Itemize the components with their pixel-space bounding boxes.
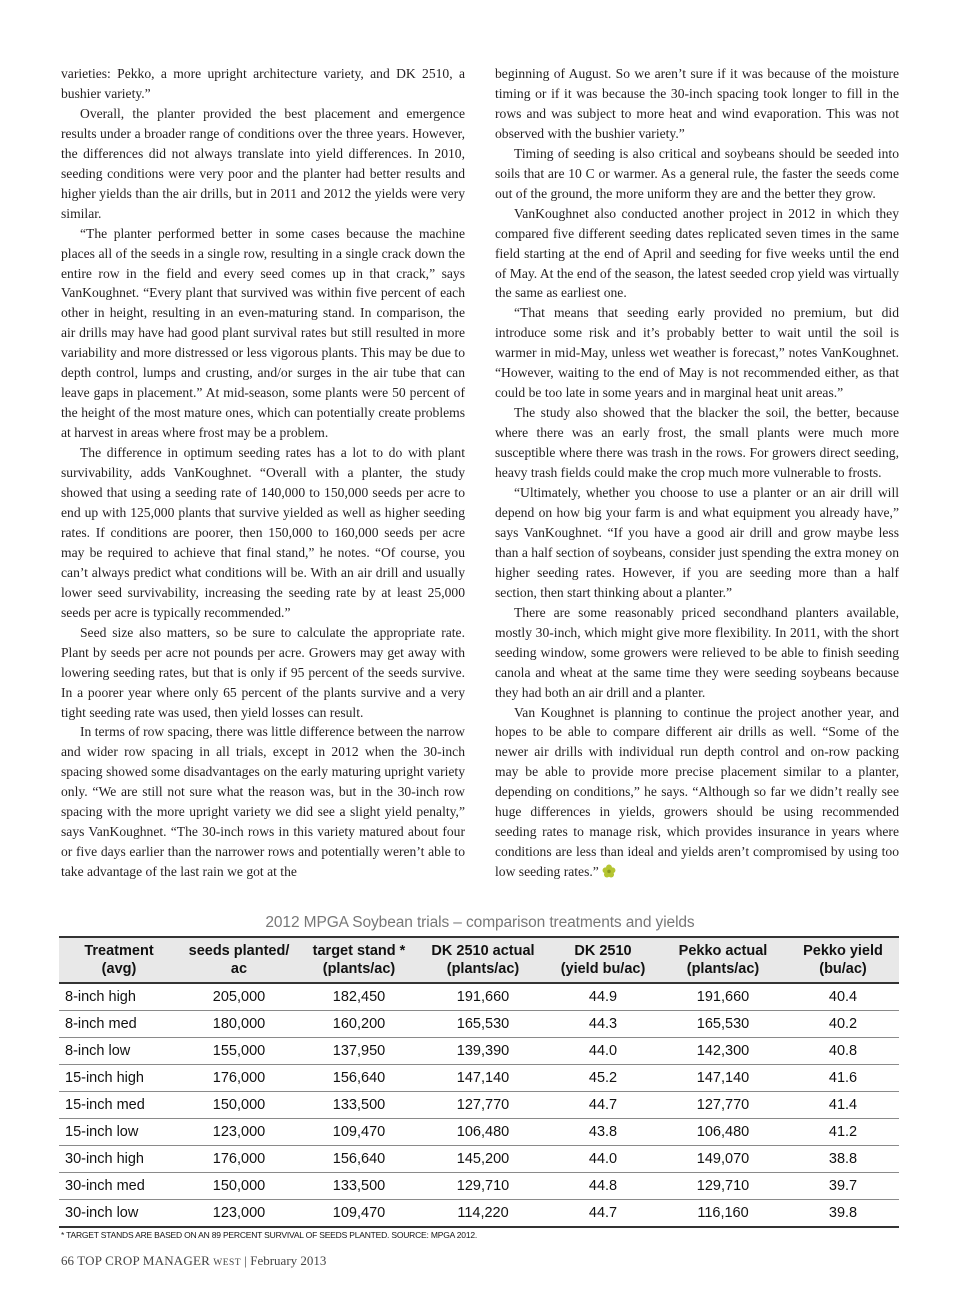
- value-cell: 156,640: [299, 1065, 419, 1092]
- table-header-row: [59, 937, 899, 983]
- right-column-paragraph: [495, 603, 899, 703]
- value-cell: 160,200: [299, 1011, 419, 1038]
- treatment-cell: 8-inch low: [59, 1038, 179, 1065]
- value-cell: 156,640: [299, 1146, 419, 1173]
- value-cell: 182,450: [299, 983, 419, 1011]
- yield-table-container: [59, 936, 899, 1228]
- value-cell: 129,710: [659, 1173, 787, 1200]
- paragraph-text: There are some reasonably priced secondhand planters available, mostly 30-inch, which might give more flexibility. In 2011, with the short seeding window, some growers were relieved to be able to finish seeding canola and wheat at the same time they were seeding soybeans because they had both an air drill and a planter.: [495, 604, 899, 700]
- column-header-line: seeds planted/: [188, 943, 290, 959]
- table-row: [59, 1011, 899, 1038]
- table-row: [59, 1119, 899, 1146]
- treatment-cell: 30-inch med: [59, 1173, 179, 1200]
- column-header: [299, 937, 419, 983]
- treatment-cell: 8-inch high: [59, 983, 179, 1011]
- column-header: [59, 937, 179, 983]
- column-header-line: DK 2510: [574, 943, 632, 959]
- value-cell: 43.8: [547, 1119, 659, 1146]
- value-cell: 123,000: [179, 1119, 299, 1146]
- treatment-cell: 30-inch low: [59, 1200, 179, 1228]
- table-row: [59, 1065, 899, 1092]
- page-footer: [61, 1253, 326, 1269]
- value-cell: 109,470: [299, 1119, 419, 1146]
- treatment-cell: 30-inch high: [59, 1146, 179, 1173]
- value-cell: 41.6: [787, 1065, 899, 1092]
- value-cell: 106,480: [659, 1119, 787, 1146]
- column-header-line: DK 2510 actual: [431, 943, 535, 959]
- left-column-paragraph: [61, 722, 465, 882]
- treatment-cell: 15-inch low: [59, 1119, 179, 1146]
- paragraph-text: Seed size also matters, so be sure to calculate the appropriate rate. Plant by seeds per acre not pounds per acre. Growers may get away with lowering seeding rates, but that is only if 95 percent of the seeds survive. In a poorer year where only 65 percent of the plants survive and a very tight seeding rate was used, then yield losses can result.: [61, 624, 465, 720]
- column-header-line: (bu/ac): [819, 961, 867, 977]
- value-cell: 123,000: [179, 1200, 299, 1228]
- value-cell: 40.4: [787, 983, 899, 1011]
- table-footnote: * TARGET STANDS ARE BASED ON AN 89 PERCENT SURVIVAL OF SEEDS PLANTED. SOURCE: MPGA 2012.: [61, 1230, 478, 1240]
- column-header-line: Pekko actual: [678, 943, 768, 959]
- value-cell: 116,160: [659, 1200, 787, 1228]
- value-cell: 147,140: [419, 1065, 547, 1092]
- table-title: 2012 MPGA Soybean trials – comparison treatments and yields: [265, 914, 695, 931]
- value-cell: 44.7: [547, 1200, 659, 1228]
- value-cell: 191,660: [659, 983, 787, 1011]
- right-column-paragraph: [495, 144, 899, 204]
- value-cell: 38.8: [787, 1146, 899, 1173]
- magazine-name: TOP CROP MANAGER: [77, 1253, 210, 1268]
- paragraph-text: Timing of seeding is also critical and soybeans should be seeded into soils that are 10 C or warmer. As a general rule, the faster the seeds come out of the ground, the more uniform they are and the better they grow.: [495, 145, 899, 201]
- column-header-line: (plants/ac): [446, 961, 520, 977]
- value-cell: 149,070: [659, 1146, 787, 1173]
- paragraph-text: The difference in optimum seeding rates has a lot to do with plant survivability, adds VanKoughnet. “Overall with a planter, the study showed that using a seeding rate of 140,000 to 150,000 seeds per acre to end up with 125,000 plants that survive yielded as well as higher seeding rates. If conditions are poorer, then 150,000 to 160,000 seeds per acre may be required to achieve that final stand,” he notes. “Of course, you can’t always predict what conditions will be. With an air drill and usually lower seed survivability, increasing the seeding rate by at least 25,000 seeds per acre is typically recommended.”: [61, 445, 465, 620]
- value-cell: 129,710: [419, 1173, 547, 1200]
- column-header-line: (plants/ac): [322, 961, 396, 977]
- value-cell: 45.2: [547, 1065, 659, 1092]
- magazine-edition: WEST: [213, 1258, 242, 1268]
- right-column-paragraph: [495, 64, 899, 144]
- paragraph-text: VanKoughnet also conducted another project in 2012 in which they compared five different seeding dates replicated seven times in the same field starting at the end of April and seeding for five weeks until the end of May. At the end of the season, the latest seeded crop yield was virtually the same as earliest one.: [495, 205, 899, 301]
- leaf-end-mark-icon: [602, 864, 616, 878]
- column-header-line: (avg): [101, 961, 137, 977]
- paragraph-text: Van Koughnet is planning to continue the project another year, and hopes to be able to compare different air drills as well. “Some of the newer air drills with individual run depth control and on-row packing may be able to provide more precise placement similar to a planter, depending on conditions,” he says. “Although so far we didn’t really see huge differences in yields, growers should be using recommended seeding rates to manage risk, which provides insurance in years where conditions are less than ideal and yields aren’t compromised by using too low seeding rates.”: [495, 704, 899, 880]
- column-header: [659, 937, 787, 983]
- value-cell: 109,470: [299, 1200, 419, 1228]
- value-cell: 165,530: [419, 1011, 547, 1038]
- value-cell: 176,000: [179, 1146, 299, 1173]
- value-cell: 142,300: [659, 1038, 787, 1065]
- article-column-left: [61, 64, 465, 882]
- paragraph-text: “Ultimately, whether you choose to use a planter or an air drill will depend on how big your farm is and what equipment you already have,” says VanKoughnet. “If you have a good air drill and grow maybe less than a half section of soybeans, consider just spending the extra money on higher seeding rates. However, if you are seeding more than a half section, then start thinking about a planter.”: [495, 485, 899, 600]
- column-header-line: Pekko yield: [803, 943, 883, 959]
- paragraph-text: “The planter performed better in some cases because the machine places all of the seeds in a single row, resulting in a single crack down the entire row in the field and every seed comes up in that crack,” says VanKoughnet. “Every plant that survived was within five percent of each other in height, resulting in an even-maturing stand. In comparison, the air drills may have had good plant survival rates but still resulted in more variability and more distressed or less vigorous plants. This may be due to depth control, lumps and crusting, and/or surges in the air tube that can leave gaps in placement.” At mid-season, some plants were 50 percent of the height of the most mature ones, which can potentially create problems at harvest in areas where frost may be a problem.: [61, 225, 465, 441]
- value-cell: 39.8: [787, 1200, 899, 1228]
- paragraph-text: beginning of August. So we aren’t sure if it was because of the moisture timing or if it was because the 30-inch spacing took longer to fill in the rows and was subject to more heat and wind evaporation. This was not observed with the bushier variety.”: [495, 66, 899, 141]
- value-cell: 147,140: [659, 1065, 787, 1092]
- treatment-cell: 8-inch med: [59, 1011, 179, 1038]
- value-cell: 40.8: [787, 1038, 899, 1065]
- value-cell: 150,000: [179, 1092, 299, 1119]
- value-cell: 133,500: [299, 1092, 419, 1119]
- treatment-cell: 15-inch med: [59, 1092, 179, 1119]
- value-cell: 165,530: [659, 1011, 787, 1038]
- column-header-line: (plants/ac): [686, 961, 760, 977]
- value-cell: 191,660: [419, 983, 547, 1011]
- value-cell: 44.7: [547, 1092, 659, 1119]
- treatment-cell: 15-inch high: [59, 1065, 179, 1092]
- table-row: [59, 983, 899, 1011]
- right-column-paragraph: [495, 303, 899, 403]
- value-cell: 176,000: [179, 1065, 299, 1092]
- value-cell: 180,000: [179, 1011, 299, 1038]
- right-column-paragraph: [495, 403, 899, 483]
- paragraph-text: The study also showed that the blacker the soil, the better, because where there was an early frost, the small plants were much more susceptible where there was trash in the rows. For growers direct seeding, heavy trash fields could make the crop much more vulnerable to frosts.: [495, 405, 899, 481]
- value-cell: 39.7: [787, 1173, 899, 1200]
- table-row: [59, 1200, 899, 1228]
- value-cell: 44.9: [547, 983, 659, 1011]
- left-column-paragraph: [61, 104, 465, 224]
- right-column-paragraph: [495, 204, 899, 304]
- footer-separator: |: [244, 1253, 247, 1268]
- value-cell: 127,770: [419, 1092, 547, 1119]
- value-cell: 133,500: [299, 1173, 419, 1200]
- column-header: [547, 937, 659, 983]
- paragraph-text: Overall, the planter provided the best placement and emergence results under a broader range of conditions over the three years. However, the differences did not always translate into yield differences. In 2010, seeding conditions were very poor and the planter had better results and higher yields than the air drills, but in 2011 and 2012 the yields were very similar.: [61, 105, 465, 221]
- paragraph-text: In terms of row spacing, there was little difference between the narrow and wider row spacing in all trials, except in 2012 when the 30-inch spacing showed some disadvantages on the early maturing upright variety only. “We are still not sure what the reason was, but in the 30-inch row spacing with the more upright variety we did see a slight yield penalty,” says VanKoughnet. “The 30-inch rows in this variety matured about four or five days earlier than the narrower rows and potentially weren’t able to take advantage of the last rain we got at the: [61, 724, 465, 880]
- value-cell: 44.0: [547, 1038, 659, 1065]
- value-cell: 205,000: [179, 983, 299, 1011]
- value-cell: 139,390: [419, 1038, 547, 1065]
- column-header-line: Treatment: [84, 943, 154, 959]
- value-cell: 41.2: [787, 1119, 899, 1146]
- column-header: [419, 937, 547, 983]
- yield-table: [59, 936, 899, 1228]
- left-column-paragraph: [61, 443, 465, 623]
- paragraph-text: varieties: Pekko, a more upright architecture variety, and DK 2510, a bushier variety.”: [61, 66, 465, 101]
- column-header: [787, 937, 899, 983]
- value-cell: 44.8: [547, 1173, 659, 1200]
- value-cell: 40.2: [787, 1011, 899, 1038]
- page-number: 66: [61, 1253, 74, 1268]
- value-cell: 41.4: [787, 1092, 899, 1119]
- value-cell: 155,000: [179, 1038, 299, 1065]
- column-header: [179, 937, 299, 983]
- table-row: [59, 1038, 899, 1065]
- left-column-paragraph: [61, 224, 465, 443]
- left-column-paragraph: [61, 64, 465, 104]
- column-header-line: ac: [230, 961, 248, 977]
- right-column-paragraph: [495, 483, 899, 603]
- table-row: [59, 1146, 899, 1173]
- value-cell: 127,770: [659, 1092, 787, 1119]
- value-cell: 106,480: [419, 1119, 547, 1146]
- value-cell: 145,200: [419, 1146, 547, 1173]
- paragraph-text: “That means that seeding early provided no premium, but did introduce some risk and it’s probably better to wait until the soil is warmer in mid-May, unless wet weather is forecast,” notes VanKoughnet. “However, waiting to the end of May is not recommended either, as that could be too late in some years and in marginal heat unit areas.”: [495, 305, 899, 401]
- table-body: [59, 983, 899, 1227]
- value-cell: 44.0: [547, 1146, 659, 1173]
- value-cell: 114,220: [419, 1200, 547, 1228]
- column-header-line: target stand *: [312, 943, 406, 959]
- left-column-paragraph: [61, 623, 465, 723]
- value-cell: 150,000: [179, 1173, 299, 1200]
- right-column-paragraph: [495, 703, 899, 883]
- value-cell: 44.3: [547, 1011, 659, 1038]
- table-row: [59, 1092, 899, 1119]
- value-cell: 137,950: [299, 1038, 419, 1065]
- issue-date: February 2013: [250, 1253, 327, 1268]
- article-column-right: [495, 64, 899, 882]
- table-row: [59, 1173, 899, 1200]
- column-header-line: (yield bu/ac): [560, 961, 646, 977]
